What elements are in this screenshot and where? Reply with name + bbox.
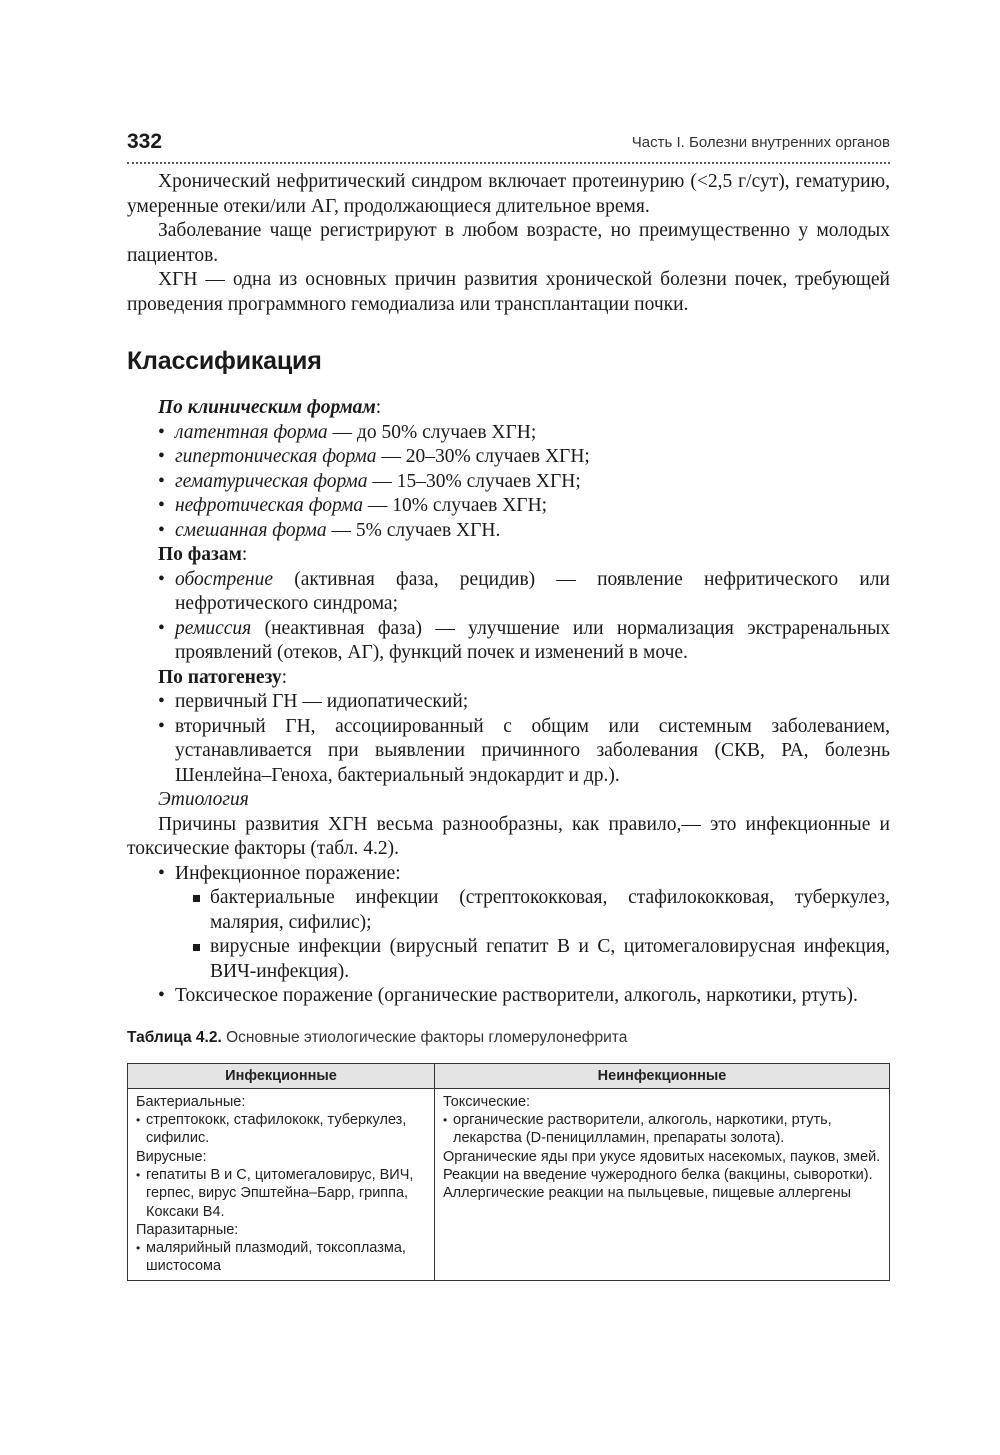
clinical-list <box>127 421 890 544</box>
list-item-text: — 20–30% случаев ХГН; <box>376 446 590 467</box>
etiology-paragraph: Причины развития ХГН весьма разнообразны, как правило,— это инфекционные и токсические факторы (табл. 4.2). <box>127 813 890 859</box>
intro-paragraph-3: ХГН — одна из основных причин развития хронической болезни почек, требующей проведения программного гемодиализа или трансплантации почки. <box>127 269 890 315</box>
list-item: • вторичный ГН, ассоциированный с общим или системным заболеванием, устанавливается при выявлении причинного заболевания (СКВ, РА, болезнь Шенлейна–Геноха, бактериальный эндокардит и др.). <box>158 715 890 789</box>
sublist-item: вирусные инфекции (вирусный гепатит В и С, цитомегаловирусная инфекция, ВИЧ-инфекция). <box>192 935 890 984</box>
pathogenesis-heading-text: По патогенезу <box>158 666 282 688</box>
etiology-list <box>127 862 890 1009</box>
phases-heading: По фазам: <box>158 544 248 565</box>
list-item-text: — 5% случаев ХГН. <box>326 519 501 541</box>
list-item-text: — 15–30% случаев ХГН; <box>367 470 581 492</box>
cell-bullet: • органические растворители, алкоголь, наркотики, ртуть, лекарства (D-пеницилламин, препараты золота). <box>443 1111 881 1148</box>
pathogenesis-heading: По патогенезу: <box>158 666 288 688</box>
infectious-sublist <box>175 886 890 984</box>
page-header <box>127 128 890 164</box>
list-item <box>158 494 890 519</box>
cell-label: Вирусные: <box>136 1148 207 1165</box>
table-cell-infectious <box>128 1088 435 1280</box>
table-header-row <box>128 1063 890 1088</box>
list-item <box>158 421 890 446</box>
classification-block <box>127 396 890 1009</box>
cell-label: Паразитарные: <box>136 1221 239 1238</box>
list-item-text: Инфекционное поражение: <box>175 862 401 884</box>
table-caption-text: Основные этиологические факторы гломерулонефрита <box>226 1028 628 1046</box>
list-item-term: смешанная форма <box>175 519 327 541</box>
table-header-noninfectious: Неинфекционные <box>435 1063 890 1088</box>
table-header-infectious: Инфекционные <box>128 1063 435 1088</box>
phases-list <box>127 568 890 666</box>
etiology-table <box>127 1063 890 1281</box>
etiology-heading-text: Этиология <box>158 789 249 810</box>
list-item-term: гематурическая форма <box>175 470 368 492</box>
cell-line: Аллергические реакции на пыльцевые, пищевые аллергены <box>443 1185 852 1202</box>
sublist-item: бактериальные инфекции (стрептококковая, стафилококковая, туберкулез, малярия, сифилис); <box>192 886 890 935</box>
list-item: • Токсическое поражение (органические растворители, алкоголь, наркотики, ртуть). <box>158 984 890 1009</box>
list-item-term: обострение <box>175 568 274 590</box>
phases-heading-text: По фазам <box>158 544 242 565</box>
cell-bullet: • гепатиты В и С, цитомегаловирус, ВИЧ, герпес, вирус Эпштейна–Барр, гриппа, Коксаки В4. <box>136 1166 426 1221</box>
table-caption-label: Таблица 4.2. <box>127 1028 222 1046</box>
table-cell-noninfectious <box>435 1088 890 1280</box>
page-number: 332 <box>127 130 163 153</box>
list-item <box>158 617 890 666</box>
list-item <box>158 445 890 470</box>
clinical-heading: По клиническим формам: <box>158 397 382 418</box>
cell-bullet: • малярийный плазмодий, токсоплазма, шистосома <box>136 1239 426 1276</box>
list-item-term: ремиссия <box>175 617 252 639</box>
cell-label: Бактериальные: <box>136 1093 246 1110</box>
list-item-text: — 10% случаев ХГН; <box>363 495 548 516</box>
table-caption <box>127 1029 890 1047</box>
list-item-text: — до 50% случаев ХГН; <box>327 421 537 443</box>
cell-line: Реакции на введение чужеродного белка (вакцины, сыворотки). <box>443 1166 873 1183</box>
section-title: Классификация <box>127 347 322 375</box>
clinical-heading-text: По клиническим формам <box>158 397 376 418</box>
list-item-term: гипертоническая форма <box>175 446 377 467</box>
intro-paragraph-2: Заболевание чаще регистрируют в любом возрасте, но преимущественно у молодых пациентов. <box>127 220 890 266</box>
list-item: • первичный ГН — идиопатический; <box>158 690 890 715</box>
list-item-text: (активная фаза, рецидив) — появление нефритического или нефротического синдрома; <box>175 568 890 614</box>
list-item <box>158 519 890 544</box>
page-content <box>127 128 890 1281</box>
cell-bullet: • стрептококк, стафилококк, туберкулез, сифилис. <box>136 1111 426 1148</box>
cell-label: Токсические: <box>443 1093 531 1110</box>
list-item <box>158 862 890 985</box>
intro-paragraph-1: Хронический нефритический синдром включает протеинурию (<2,5 г/сут), гематурию, умеренные отеки/или АГ, продолжающиеся длительное время. <box>127 171 890 217</box>
intro-text <box>127 170 890 317</box>
list-item <box>158 568 890 617</box>
list-item-term: нефротическая форма <box>175 495 364 516</box>
pathogenesis-list <box>127 690 890 788</box>
etiology-heading <box>158 788 890 813</box>
table-row <box>128 1088 890 1280</box>
running-head: Часть I. Болезни внутренних органов <box>631 134 890 151</box>
list-item-term: латентная форма <box>175 421 328 443</box>
list-item-text: (неактивная фаза) — улучшение или нормализация экстраренальных проявлений (отеков, АГ), функций почек и изменений в моче. <box>175 617 890 663</box>
list-item <box>158 470 890 495</box>
cell-line: Органические яды при укусе ядовитых насекомых, пауков, змей. <box>443 1148 881 1165</box>
